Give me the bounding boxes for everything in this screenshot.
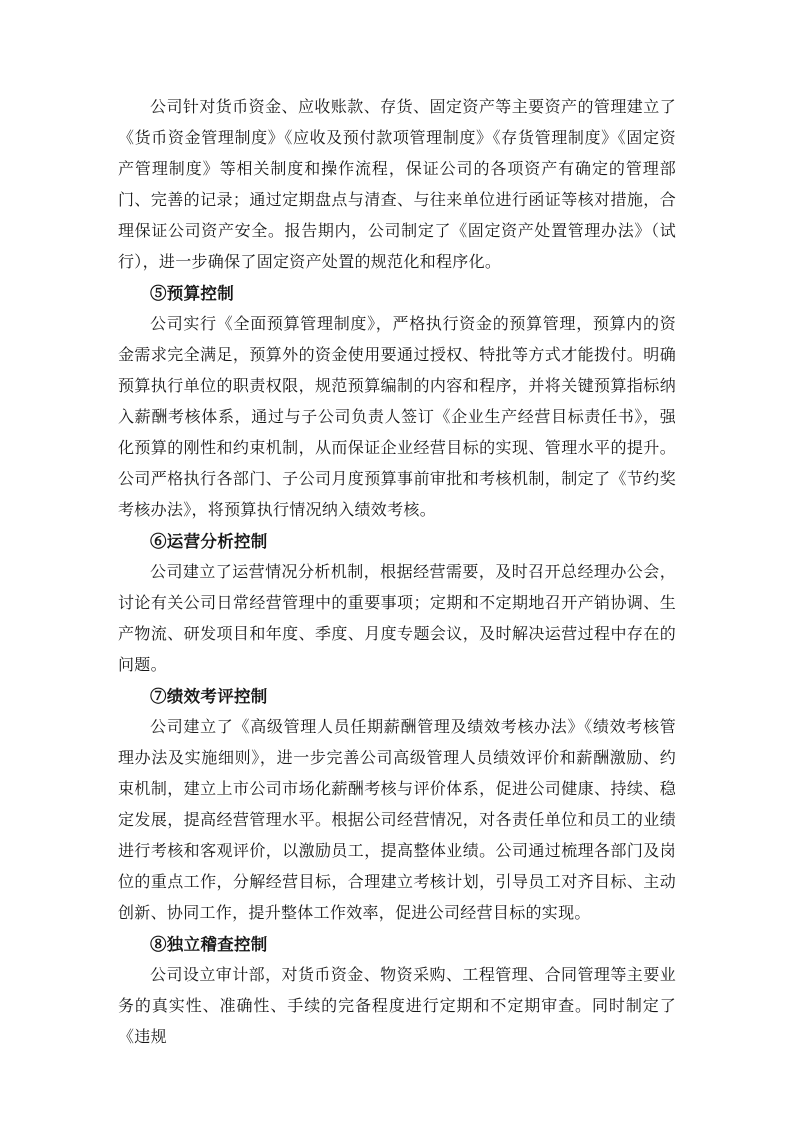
section-heading: ⑤预算控制 — [150, 284, 234, 303]
body-paragraph: 公司建立了运营情况分析机制，根据经营需要，及时召开总经理办公会，讨论有关公司日常经营管理中的重要事项；定期和不定期地召开产销协调、生产物流、研发项目和年度、季度、月度专题会议，及时解决运营过程中存在的问题。 — [118, 564, 676, 674]
section-heading: ⑧独立稽查控制 — [150, 935, 268, 954]
body-paragraph: 公司针对货币资金、应收账款、存货、固定资产等主要资产的管理建立了《货币资金管理制度》《应收及预付款项管理制度》《存货管理制度》《固定资产管理制度》等相关制度和操作流程，保证公司的各项资产有确定的管理部门、完善的记录；通过定期盘点与清查、与往来单位进行函证等核对措施，合理保证公司资产安全。报告期内，公司制定了《固定资产处置管理办法》（试行），进一步确保了固定资产处置的规范化和程序化。 — [118, 99, 676, 271]
body-paragraph: 公司实行《全面预算管理制度》，严格执行资金的预算管理，预算内的资金需求完全满足，预算外的资金使用要通过授权、特批等方式才能拨付。明确预算执行单位的职责权限，规范预算编制的内容和程序，并将关键预算指标纳入薪酬考核体系，通过与子公司负责人签订《企业生产经营目标责任书》，强化预算的刚性和约束机制，从而保证企业经营目标的实现、管理水平的提升。公司严格执行各部门、子公司月度预算事前审批和考核机制，制定了《节约奖考核办法》，将预算执行情况纳入绩效考核。 — [118, 316, 676, 519]
body-paragraph: 公司建立了《高级管理人员任期薪酬管理及绩效考核办法》《绩效考核管理办法及实施细则》，进一步完善公司高级管理人员绩效评价和薪酬激励、约束机制，建立上市公司市场化薪酬考核与评价体系，促进公司健康、持续、稳定发展，提高经营管理水平。根据公司经营情况，对各责任单位和员工的业绩进行考核和客观评价，以激励员工，提高整体业绩。公司通过梳理各部门及岗位的重点工作，分解经营目标，合理建立考核计划，引导员工对齐目标、主动创新、协同工作，提升整体工作效率，促进公司经营目标的实现。 — [118, 719, 676, 922]
body-paragraph: 公司设立审计部，对货币资金、物资采购、工程管理、合同管理等主要业务的真实性、准确性、手续的完备程度进行定期和不定期审查。同时制定了《违规 — [118, 967, 676, 1046]
section-heading: ⑦绩效考评控制 — [150, 687, 268, 706]
document-body — [118, 92, 676, 1053]
section-heading: ⑥运营分析控制 — [150, 532, 268, 551]
